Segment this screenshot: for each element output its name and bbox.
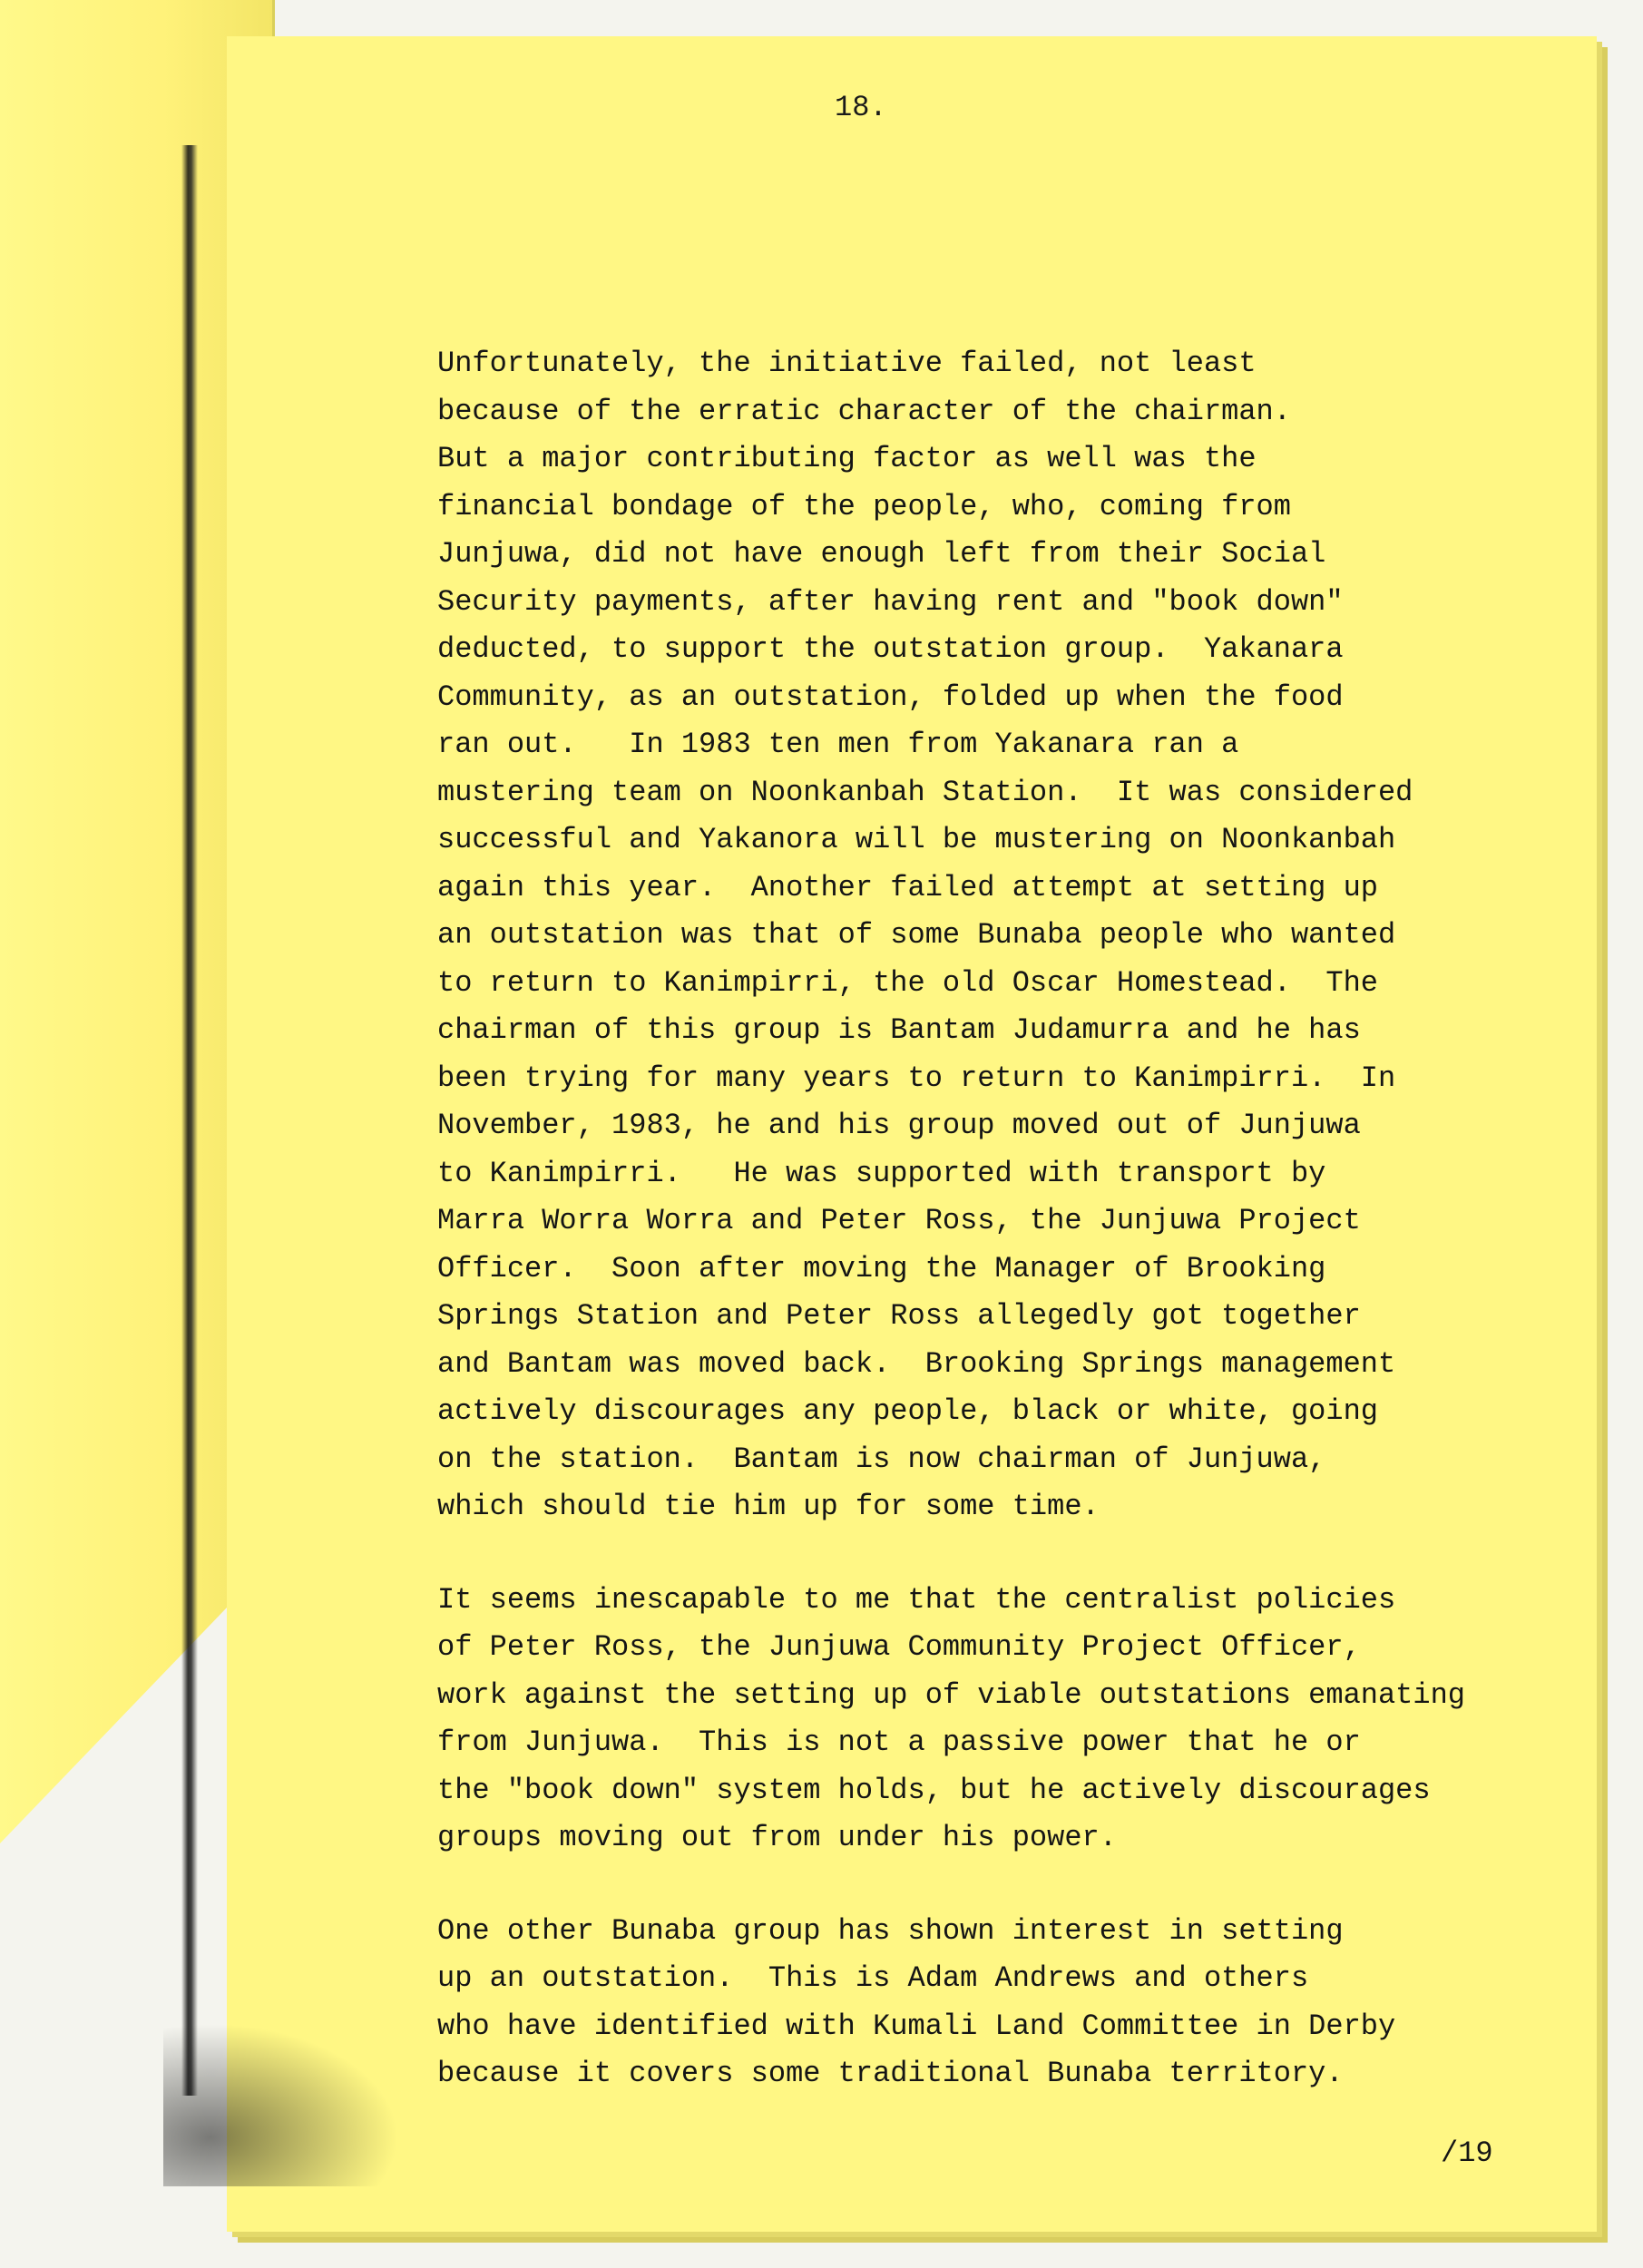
paragraph <box>437 1908 1580 2098</box>
paragraph <box>437 1577 1580 1862</box>
text-line: chairman of this group is Bantam Judamurra and he has <box>437 1013 1361 1047</box>
page-number: 18. <box>835 91 887 124</box>
text-line: been trying for many years to return to Kanimpirri. In <box>437 1061 1396 1095</box>
text-line: of Peter Ross, the Junjuwa Community Project Officer, <box>437 1630 1361 1664</box>
paragraph <box>437 340 1580 1531</box>
text-line: Security payments, after having rent and "book down" <box>437 584 1344 619</box>
text-line: who have identified with Kumali Land Committee in Derby <box>437 2009 1396 2043</box>
text-line: up an outstation. This is Adam Andrews and others <box>437 1961 1309 1995</box>
text-line: It seems inescapable to me that the centralist policies <box>437 1582 1396 1617</box>
text-line: Springs Station and Peter Ross allegedly got together <box>437 1299 1361 1333</box>
text-line: again this year. Another failed attempt at setting up <box>437 870 1378 904</box>
text-line: which should tie him up for some time. <box>437 1490 1100 1523</box>
text-line: actively discourages any people, black or white, going <box>437 1394 1378 1428</box>
text-line: because of the erratic character of the chairman. <box>437 394 1291 428</box>
text-line: Officer. Soon after moving the Manager of Brooking <box>437 1251 1326 1286</box>
text-line: Unfortunately, the initiative failed, not least <box>437 347 1257 380</box>
text-line: But a major contributing factor as well was the <box>437 442 1257 475</box>
text-line: on the station. Bantam is now chairman of Junjuwa, <box>437 1442 1326 1476</box>
continuation-marker: /19 <box>1441 2136 1493 2170</box>
text-line: Marra Worra Worra and Peter Ross, the Junjuwa Project <box>437 1204 1361 1237</box>
text-line: from Junjuwa. This is not a passive power that he or <box>437 1725 1361 1759</box>
text-line: groups moving out from under his power. <box>437 1821 1117 1854</box>
text-line: and Bantam was moved back. Brooking Springs management <box>437 1346 1396 1381</box>
body-text <box>437 340 1580 2144</box>
text-line: mustering team on Noonkanbah Station. It was considered <box>437 775 1413 809</box>
text-line: ran out. In 1983 ten men from Yakanara ran a <box>437 728 1239 761</box>
text-line: successful and Yakanora will be mustering on Noonkanbah <box>437 823 1396 856</box>
text-line: the "book down" system holds, but he actively discourages <box>437 1773 1431 1807</box>
photocopy-smudge <box>163 2023 399 2186</box>
spine-shadow <box>181 145 198 2096</box>
text-line: to Kanimpirri. He was supported with transport by <box>437 1156 1326 1190</box>
text-line: financial bondage of the people, who, coming from <box>437 489 1291 523</box>
text-line: to return to Kanimpirri, the old Oscar Homestead. The <box>437 965 1378 1000</box>
text-line: because it covers some traditional Bunaba territory. <box>437 2057 1344 2090</box>
text-line: deducted, to support the outstation group. Yakanara <box>437 632 1344 666</box>
text-line: an outstation was that of some Bunaba people who wanted <box>437 918 1396 952</box>
text-line: One other Bunaba group has shown interest in setting <box>437 1913 1344 1948</box>
text-line: Community, as an outstation, folded up when the food <box>437 679 1344 714</box>
text-line: Junjuwa, did not have enough left from their Social <box>437 537 1326 571</box>
text-line: November, 1983, he and his group moved out of Junjuwa <box>437 1109 1361 1142</box>
text-line: work against the setting up of viable outstations emanating <box>437 1677 1465 1712</box>
